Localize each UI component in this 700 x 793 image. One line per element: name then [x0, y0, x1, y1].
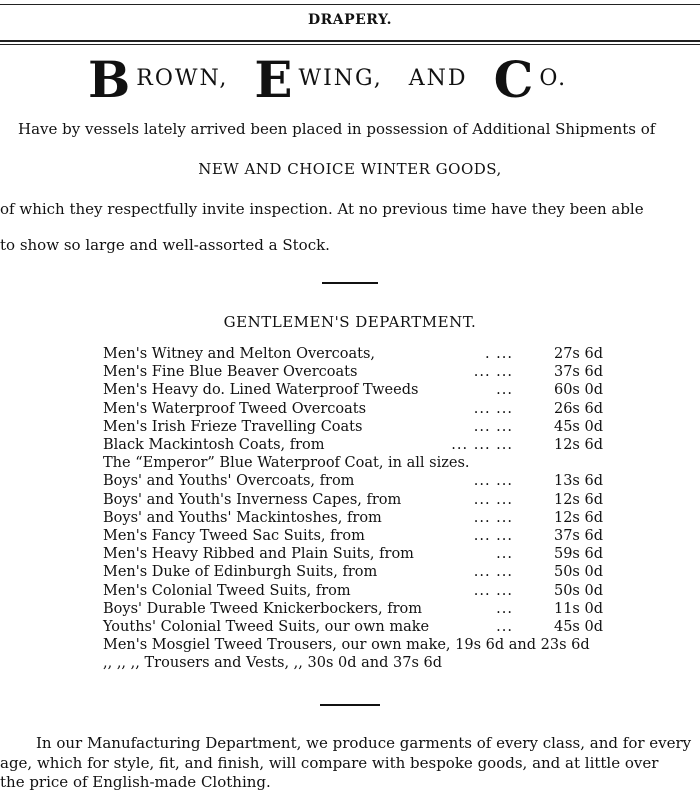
item-leader-dots: ... ...: [473, 400, 513, 417]
item-leader-dots: ...: [496, 600, 513, 617]
item-price: 26s 6d: [553, 400, 603, 417]
item-price: 45s 0d: [553, 619, 603, 635]
item-price: 60s 0d: [553, 382, 603, 399]
item-leader-dots: ... ...: [473, 582, 513, 599]
heading-rule-thin: [0, 44, 700, 45]
price-list-item: [103, 364, 603, 382]
intro-line-1: Have by vessels lately arrived been placed in possession of Additional Shipments of: [18, 120, 656, 138]
item-description: Men's Heavy Ribbed and Plain Suits, from: [103, 546, 414, 563]
item-description: Black Mackintosh Coats, from: [103, 437, 325, 453]
item-description: Boys' Durable Tweed Knickerbockers, from: [103, 600, 422, 617]
item-description: Boys' and Youths' Overcoats, from: [103, 473, 355, 490]
item-price: 37s 6d: [553, 364, 603, 381]
item-price: 50s 0d: [553, 582, 603, 599]
firm-initial-b: B: [88, 50, 133, 109]
item-description: Boys' and Youth's Inverness Capes, from: [103, 491, 402, 508]
item-price: 11s 0d: [553, 600, 603, 617]
item-price: 12s 6d: [553, 437, 603, 453]
item-description: ,, ,, ,, Trousers and Vests, ,, 30s 0d and 37s 6d: [103, 655, 443, 672]
top-rule: [0, 4, 700, 5]
firm-word-co: O.: [539, 66, 568, 91]
price-list-item: [103, 601, 603, 619]
item-description: Men's Duke of Edinburgh Suits, from: [103, 564, 378, 581]
item-price: 12s 6d: [553, 509, 603, 526]
firm-word-ewing: WING,: [298, 66, 383, 91]
item-leader-dots: ... ... ...: [451, 437, 513, 453]
item-price: 37s 6d: [553, 528, 603, 544]
item-description: The “Emperor” Blue Waterproof Coat, in all sizes.: [103, 455, 470, 472]
price-list-item: [103, 655, 603, 673]
firm-word-brown: ROWN,: [136, 66, 229, 91]
item-price: 13s 6d: [553, 473, 603, 490]
intro-line-3: to show so large and well-assorted a Stock.: [0, 236, 330, 254]
item-description: Men's Fancy Tweed Sac Suits, from: [103, 528, 365, 544]
item-price: 27s 6d: [553, 346, 603, 362]
price-list-item: [103, 401, 603, 419]
intro-headline: NEW AND CHOICE WINTER GOODS,: [198, 160, 502, 178]
item-leader-dots: ... ...: [473, 473, 513, 490]
item-leader-dots: ...: [496, 546, 513, 563]
item-description: Men's Colonial Tweed Suits, from: [103, 582, 351, 599]
item-leader-dots: ... ...: [473, 528, 513, 544]
item-description: Men's Witney and Melton Overcoats,: [103, 346, 376, 362]
firm-name: [88, 50, 567, 109]
item-description: Boys' and Youths' Mackintoshes, from: [103, 509, 382, 526]
item-leader-dots: ... ...: [473, 364, 513, 381]
closing-line-3: the price of English-made Clothing.: [0, 773, 271, 791]
item-leader-dots: ... ...: [473, 564, 513, 581]
price-list-item: [103, 510, 603, 528]
item-price: 59s 6d: [553, 546, 603, 563]
item-price: 45s 0d: [553, 418, 603, 435]
separator-dash: [322, 282, 378, 284]
item-description: Men's Mosgiel Tweed Trousers, our own make, 19s 6d and 23s 6d: [103, 637, 590, 654]
price-list-item: [103, 455, 603, 473]
item-description: Youths' Colonial Tweed Suits, our own make: [103, 619, 430, 635]
price-list-item: [103, 583, 603, 601]
section-heading: DRAPERY.: [307, 12, 393, 28]
item-price: 50s 0d: [553, 564, 603, 581]
price-list-item: [103, 382, 603, 400]
price-list-item: [103, 637, 603, 655]
item-description: Men's Irish Frieze Travelling Coats: [103, 418, 363, 435]
closing-line-2: age, which for style, fit, and finish, will compare with bespoke goods, and at little over: [0, 754, 659, 772]
item-leader-dots: ... ...: [473, 509, 513, 526]
price-list-item: [103, 437, 603, 455]
price-list-item: [103, 619, 603, 637]
item-description: Men's Fine Blue Beaver Overcoats: [103, 364, 358, 381]
department-title: GENTLEMEN'S DEPARTMENT.: [223, 313, 477, 331]
item-leader-dots: . ...: [484, 346, 513, 362]
intro-line-2: of which they respectfully invite inspection. At no previous time have they been able: [0, 200, 644, 218]
item-description: Men's Waterproof Tweed Overcoats: [103, 400, 367, 417]
item-description: Men's Heavy do. Lined Waterproof Tweeds: [103, 382, 419, 399]
price-list-item: [103, 473, 603, 491]
closing-line-1: In our Manufacturing Department, we produce garments of every class, and for every: [36, 734, 692, 752]
item-leader-dots: ...: [496, 382, 513, 399]
item-leader-dots: ... ...: [473, 418, 513, 435]
separator-dash-2: [320, 704, 380, 706]
price-list-item: [103, 546, 603, 564]
price-list-item: [103, 564, 603, 582]
price-list-item: [103, 346, 603, 364]
item-leader-dots: ... ...: [473, 491, 513, 508]
price-list-item: [103, 492, 603, 510]
item-price: 12s 6d: [553, 491, 603, 508]
firm-initial-c: C: [493, 50, 536, 109]
price-list-item: [103, 419, 603, 437]
heading-rule: [0, 40, 700, 42]
firm-word-and: AND: [408, 66, 468, 91]
item-leader-dots: ...: [496, 619, 513, 635]
price-list-item: [103, 528, 603, 546]
firm-initial-e: E: [254, 50, 295, 109]
